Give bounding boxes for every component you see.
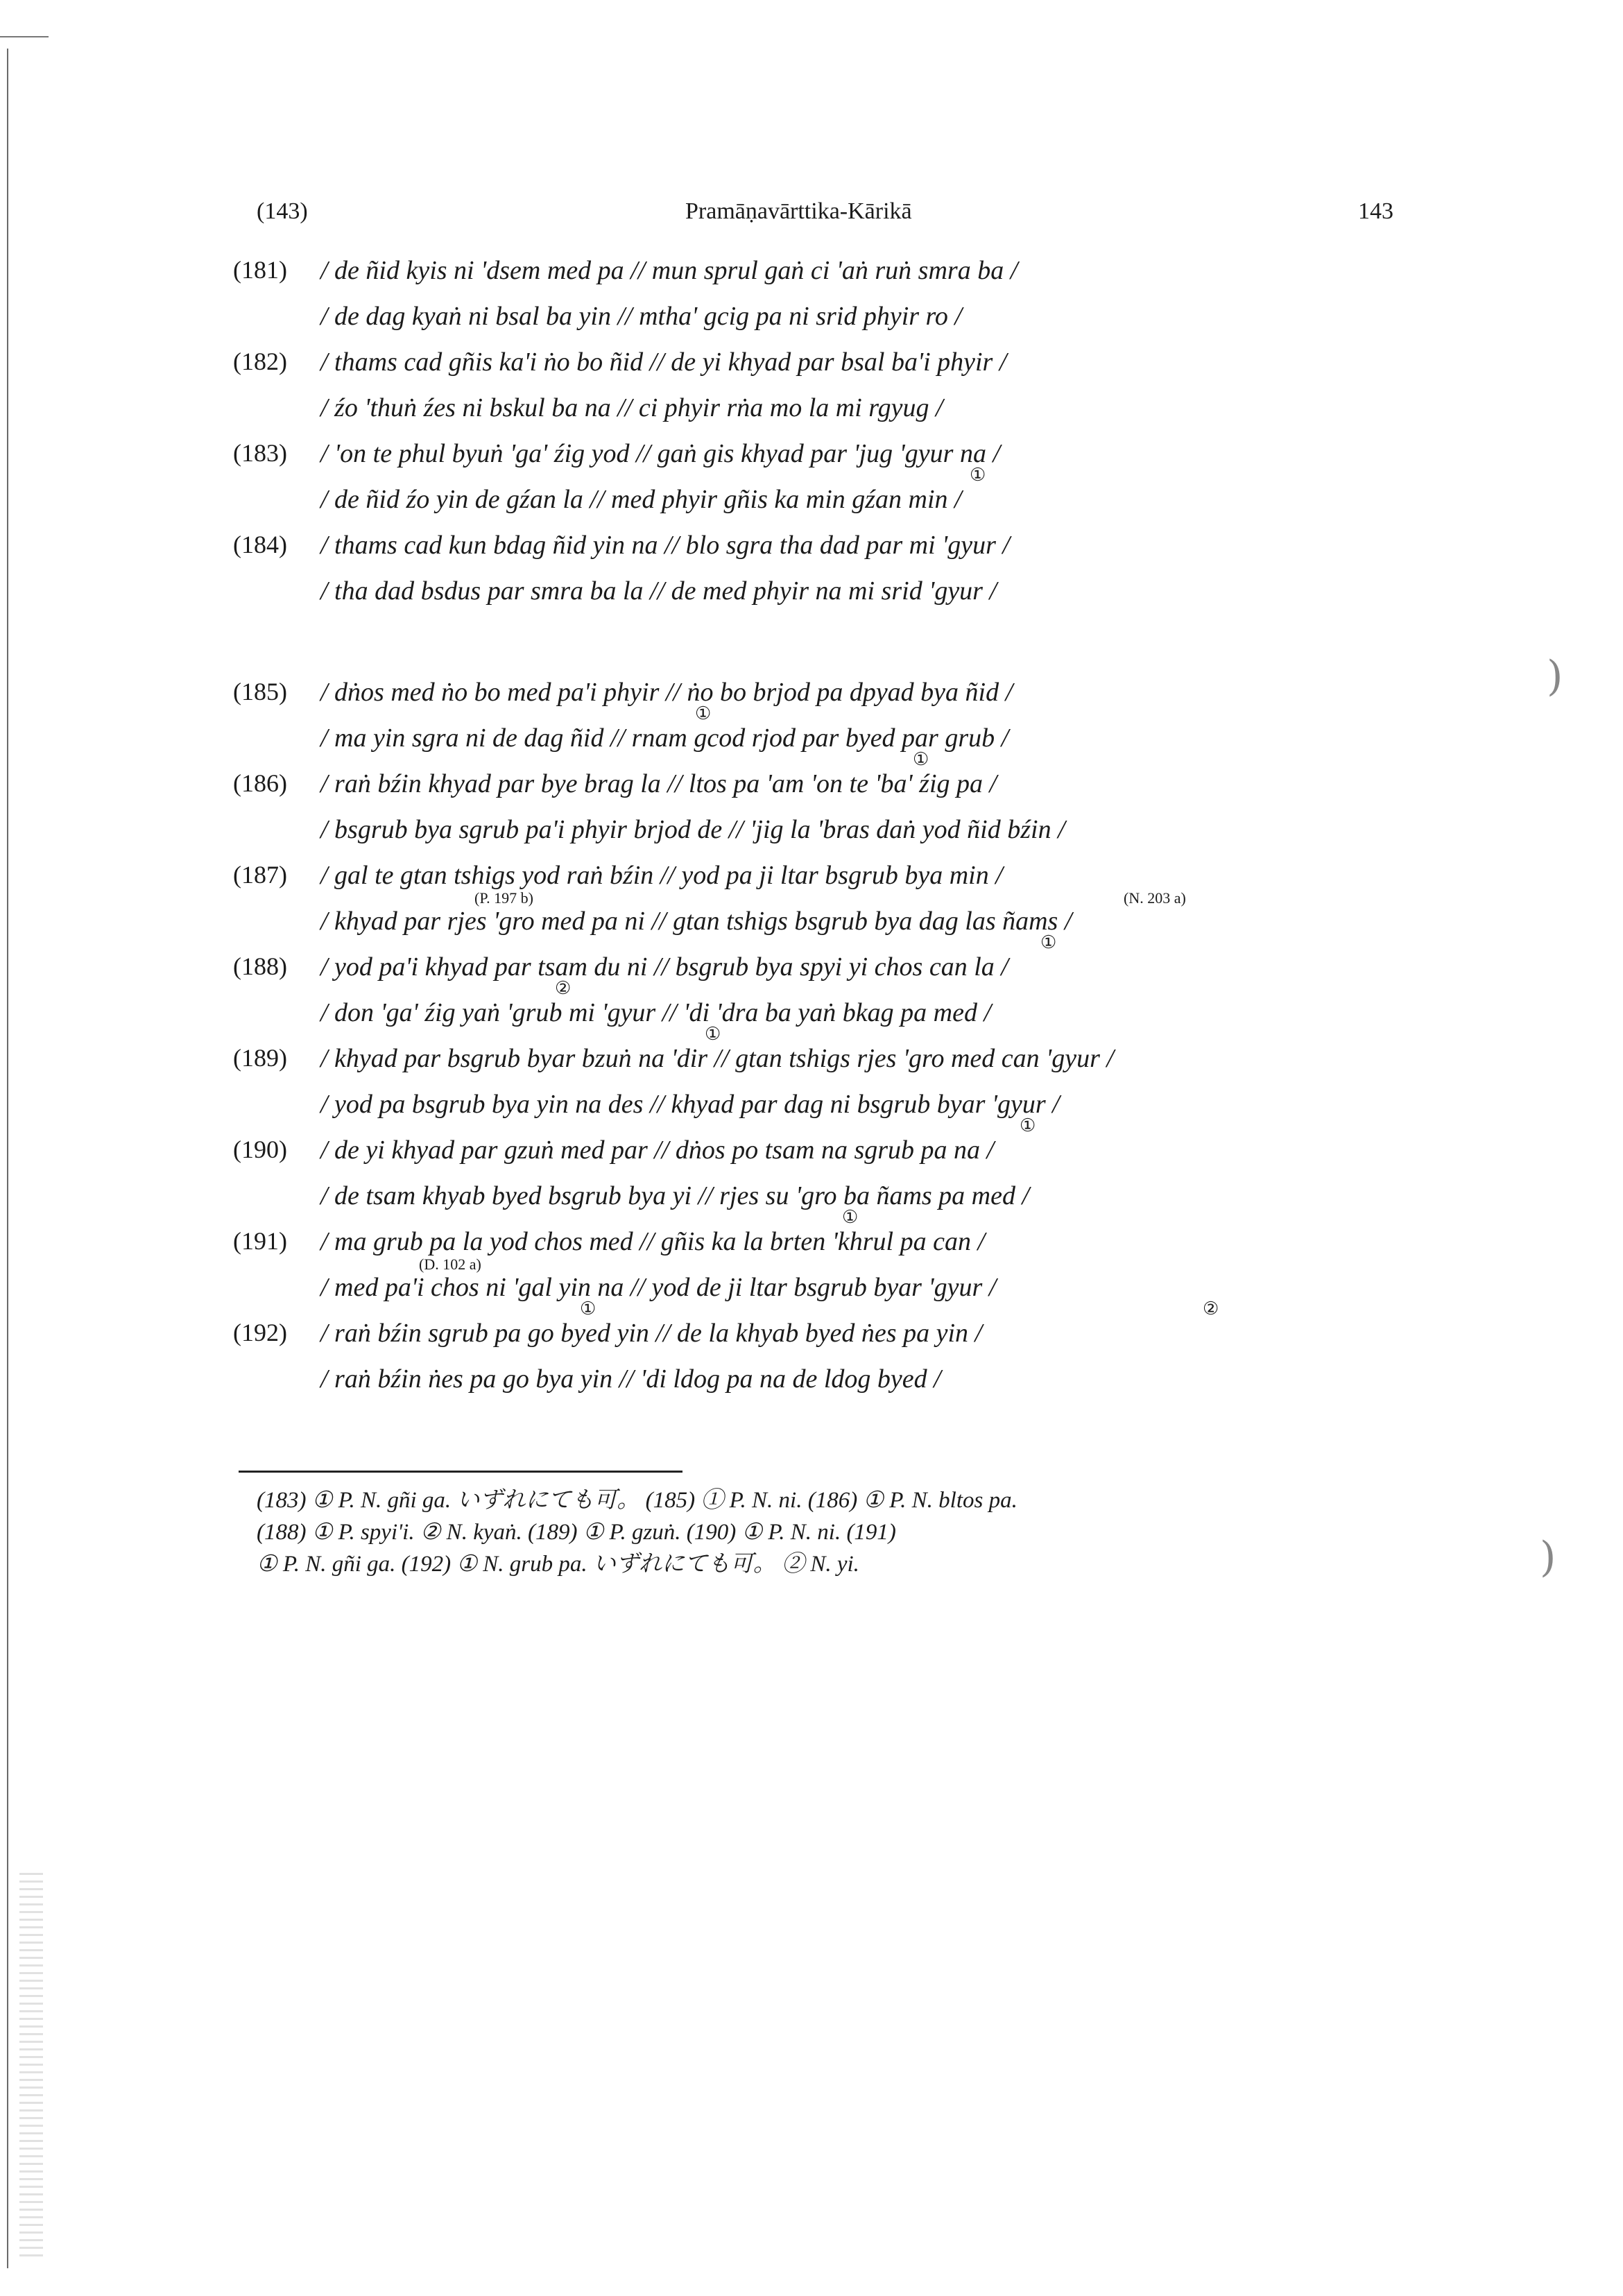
verse-number: (182) (233, 348, 287, 375)
verse-line (0, 576, 1623, 622)
footnote-marker: ① (970, 465, 986, 485)
footnotes (257, 1484, 1436, 1580)
verse-number: (181) (233, 256, 287, 284)
scan-margin-noise (19, 1873, 43, 2261)
footnote-marker: ① (580, 1299, 596, 1319)
footnote-line: (188) ① P. spyi'i. ② N. kyaṅ. (189) ① P. gzuṅ. (190) ① P. N. ni. (191) (257, 1520, 896, 1545)
witness-folio-label: (P. 197 b) (474, 889, 533, 907)
footnote-marker: ① (705, 1024, 721, 1044)
verse-line (0, 723, 1623, 769)
footnote-marker: ① (842, 1207, 859, 1227)
verse-line (0, 677, 1623, 723)
verse-text: / de yi khyad par gzuṅ med par // dṅos po tsam na sgrub pa na / (320, 1136, 995, 1165)
footnote-marker: ① (913, 749, 929, 769)
footnote-marker: ② (555, 978, 572, 998)
verse-text: / 'on te phul byuṅ 'ga' źig yod // gaṅ gis khyad par 'jug 'gyur na / (320, 439, 1001, 468)
verse-line (0, 1089, 1623, 1135)
verse-text: / bsgrub bya sgrub pa'i phyir brjod de // 'jig la 'bras daṅ yod ñid bźin / (320, 815, 1065, 844)
verse-line (0, 255, 1623, 301)
verse-line (0, 1135, 1623, 1181)
verse-text: / raṅ bźin khyad par bye brag la // ltos pa 'am 'on te 'ba' źig pa / (320, 769, 997, 798)
verse-line (0, 438, 1623, 484)
verse-text: / thams cad gñis ka'i ṅo bo ñid // de yi khyad par bsal ba'i phyir / (320, 348, 1007, 377)
verse-text: / de ñid źo yin de gźan la // med phyir gñis ka min gźan min / (320, 485, 962, 514)
verse-text: / dṅos med ṅo bo med pa'i phyir // ṅo bo brjod pa dpyad bya ñid / (320, 678, 1013, 707)
verse-line (0, 393, 1623, 438)
footnote-marker: ① (695, 703, 712, 723)
verse-line (0, 997, 1623, 1043)
footnote-rule (239, 1471, 682, 1473)
footnote-marker: ② (1203, 1299, 1219, 1319)
verse-text: / yod pa bsgrub bya yin na des // khyad par dag ni bsgrub byar 'gyur / (320, 1090, 1060, 1119)
verse-text: / tha dad bsdus par smra ba la // de med phyir na mi srid 'gyur / (320, 576, 997, 606)
verse-line (0, 347, 1623, 393)
verse-text: / khyad par rjes 'gro med pa ni // gtan tshigs bsgrub bya dag las ñams / (320, 907, 1072, 936)
running-title: Pramāṇavārttika-Kārikā (685, 198, 912, 224)
verse-line (0, 1318, 1623, 1364)
verse-text: / khyad par bsgrub byar bzuṅ na 'dir // gtan tshigs rjes 'gro med can 'gyur / (320, 1044, 1114, 1073)
verse-line (0, 769, 1623, 814)
verse-text: / de dag kyaṅ ni bsal ba yin // mtha' gcig pa ni srid phyir ro / (320, 302, 962, 331)
footnote-marker: ① (1040, 932, 1057, 952)
verse-text: / med pa'i chos ni 'gal yin na // yod de ji ltar bsgrub byar 'gyur / (320, 1273, 997, 1302)
verse-line (0, 952, 1623, 997)
footnote-line: (183) ① P. N. gñi ga. いずれにても可。 (185) ① P. N. ni. (186) ① P. N. bltos pa. (257, 1488, 1017, 1513)
verse-line (0, 530, 1623, 576)
verse-number: (184) (233, 531, 287, 558)
footnote-marker: ① (1020, 1115, 1036, 1136)
verse-line (0, 906, 1623, 952)
verse-number: (188) (233, 952, 287, 980)
page-number: 143 (1358, 198, 1393, 224)
witness-folio-label: (D. 102 a) (419, 1256, 481, 1273)
verse-line (0, 301, 1623, 347)
verse-text: / de tsam khyab byed bsgrub bya yi // rjes su 'gro ba ñams pa med / (320, 1181, 1030, 1210)
verse-text: / yod pa'i khyad par tsam du ni // bsgrub bya spyi yi chos can la / (320, 952, 1008, 982)
verse-number: (187) (233, 861, 287, 889)
verse-number: (186) (233, 769, 287, 797)
verse-block (0, 255, 1623, 1410)
verse-number: (192) (233, 1319, 287, 1346)
page-header (0, 198, 1623, 233)
verse-number: (189) (233, 1044, 287, 1072)
verse-line (0, 484, 1623, 530)
verse-number: (190) (233, 1136, 287, 1163)
witness-folio-label: (N. 203 a) (1124, 889, 1186, 907)
verse-number: (191) (233, 1227, 287, 1255)
verse-line (0, 860, 1623, 906)
verse-number: (183) (233, 439, 287, 467)
section-number: (143) (257, 198, 308, 224)
bracket-mark: ) (1540, 1533, 1556, 1582)
verse-line (0, 814, 1623, 860)
verse-line (0, 1364, 1623, 1410)
verse-text: / thams cad kun bdag ñid yin na // blo sgra tha dad par mi 'gyur / (320, 531, 1010, 560)
corner-mark (0, 36, 49, 37)
verse-text: / don 'ga' źig yaṅ 'grub mi 'gyur // 'di 'dra ba yaṅ bkag pa med / (320, 998, 992, 1027)
verse-text: / ma yin sgra ni de dag ñid // rnam gcod rjod par byed par grub / (320, 723, 1009, 753)
bracket-mark: ) (1547, 652, 1563, 701)
verse-text: / gal te gtan tshigs yod raṅ bźin // yod pa ji ltar bsgrub bya min / (320, 861, 1003, 890)
verse-text: / raṅ bźin ṅes pa go bya yin // 'di ldog pa na de ldog byed / (320, 1364, 941, 1394)
footnote-line: ① P. N. gñi ga. (192) ① N. grub pa. いずれにても可。 ② N. yi. (257, 1552, 859, 1577)
verse-line (0, 1226, 1623, 1272)
verse-line (0, 1181, 1623, 1226)
verse-text: / raṅ bźin sgrub pa go byed yin // de la khyab byed ṅes pa yin / (320, 1319, 983, 1348)
verse-line (0, 1272, 1623, 1318)
verse-line (0, 1043, 1623, 1089)
verse-text: / de ñid kyis ni 'dsem med pa // mun sprul gaṅ ci 'aṅ ruṅ smra ba / (320, 256, 1018, 285)
verse-text: / ma grub pa la yod chos med // gñis ka la brten 'khrul pa can / (320, 1227, 986, 1256)
verse-number: (185) (233, 678, 287, 705)
verse-text: / źo 'thuṅ źes ni bskul ba na // ci phyir rṅa mo la mi rgyug / (320, 393, 943, 422)
